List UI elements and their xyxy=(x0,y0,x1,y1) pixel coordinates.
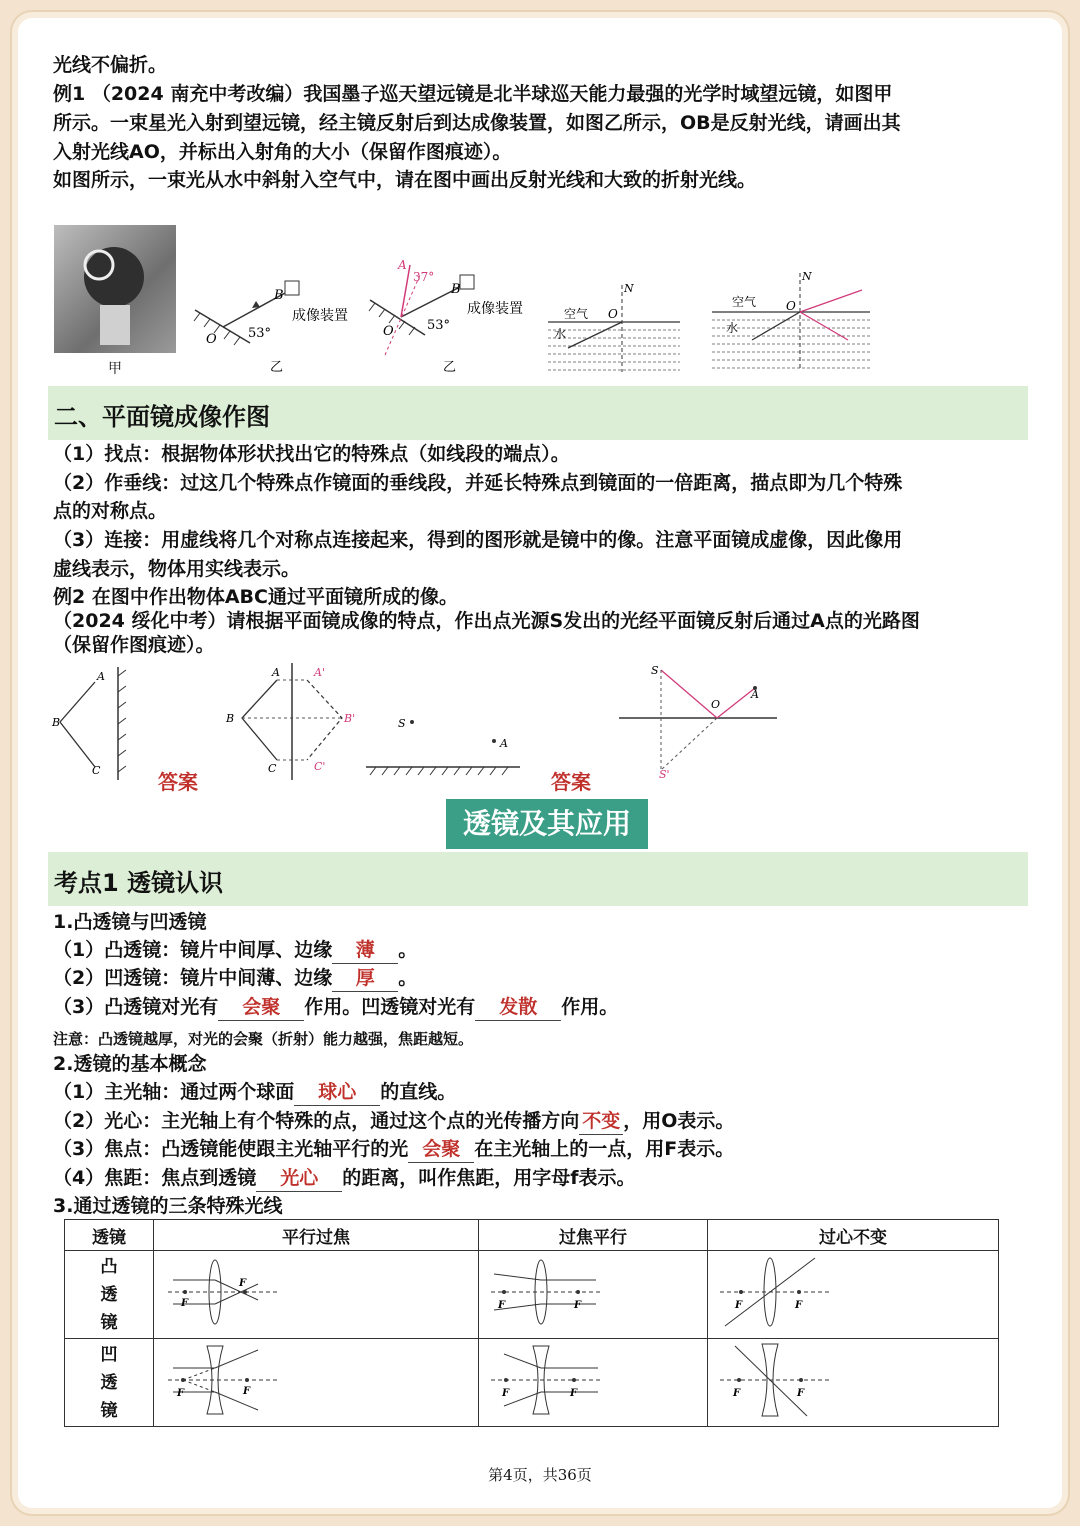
section-title: 考点1 透镜认识 xyxy=(54,869,224,897)
imaging-device-box xyxy=(460,275,474,289)
note: 注意：凸透镜越厚，对光的会聚（折射）能力越强，焦距越短。 xyxy=(53,1030,474,1048)
label-O: O xyxy=(786,299,796,313)
heading-2: 2.透镜的基本概念 xyxy=(53,1053,207,1075)
section-title: 二、平面镜成像作图 xyxy=(54,403,270,431)
section-header-plane-mirror xyxy=(48,386,1028,440)
diagram-point-source-answer xyxy=(615,660,785,785)
point-A xyxy=(492,739,496,743)
label-O: O xyxy=(608,307,618,321)
answer-blank: 薄 xyxy=(332,937,398,964)
device-label: 成像装置 xyxy=(292,308,348,324)
answer-blank: 不变 xyxy=(579,1108,623,1135)
fig-label-yi: 乙 xyxy=(443,360,457,375)
example1-line3: 入射光线AO，并标出入射角的大小（保留作图痕迹）。 xyxy=(53,141,512,163)
label-C-prime: C' xyxy=(314,760,326,773)
ray-diagram xyxy=(715,1252,835,1332)
step3a: （3）连接：用虚线将几个对称点连接起来，得到的图形就是镜中的像。注意平面镜成虚像，因此像用 xyxy=(53,529,903,551)
label-N: N xyxy=(802,270,812,283)
concept-axis: （1）主光轴：通过两个球面 球心 的直线。 xyxy=(53,1079,456,1106)
svg-text:F: F xyxy=(243,1386,251,1397)
concept-focus: （3）焦点：凸透镜能使跟主光轴平行的光 会聚 在主光轴上的一点，用F表示。 xyxy=(53,1136,734,1163)
page-footer: 第4页，共36页 xyxy=(488,1466,592,1484)
angle-37: 37° xyxy=(413,270,435,284)
label-N: N xyxy=(624,282,634,295)
cell-convex-parallel xyxy=(154,1251,479,1339)
label-B: B xyxy=(52,716,61,729)
svg-text:F: F xyxy=(498,1300,506,1311)
example1b-line: 如图所示，一束光从水中斜射入空气中，请在图中画出反射光线和大致的折射光线。 xyxy=(53,169,757,191)
label-S-prime: S' xyxy=(659,768,670,781)
header-lens: 透镜 xyxy=(65,1220,154,1251)
row-convex-label: 凸透镜 xyxy=(65,1251,154,1339)
label-O: O xyxy=(383,324,394,339)
water-label: 水 xyxy=(726,321,739,335)
diagram-yi-2 xyxy=(365,255,545,375)
label-B-prime: B' xyxy=(344,712,356,725)
diagram-point-source xyxy=(362,705,524,777)
diagram-yi-1 xyxy=(190,255,370,375)
image-abc xyxy=(307,680,342,760)
device-label: 成像装置 xyxy=(467,301,523,317)
answer-blank: 发散 xyxy=(475,994,561,1021)
fig-label-yi: 乙 xyxy=(270,360,284,375)
svg-text:F: F xyxy=(570,1388,578,1399)
label-O: O xyxy=(206,332,217,347)
ray-diagram xyxy=(486,1252,606,1332)
label-A: A xyxy=(398,258,407,272)
ray-diagram xyxy=(163,1340,283,1420)
example2b: （2024 绥化中考）请根据平面镜成像的特点，作出点光源S发出的光经平面镜反射后通过A点的光路图 xyxy=(53,610,920,632)
label-B: B xyxy=(226,712,235,725)
row-concave-label: 凹透镜 xyxy=(65,1339,154,1427)
step3b: 虚线表示，物体用实线表示。 xyxy=(53,558,301,580)
step2b: 点的对称点。 xyxy=(53,500,168,522)
text-line: 光线不偏折。 xyxy=(53,54,168,76)
label-A-prime: A' xyxy=(314,666,325,679)
step2a: （2）作垂线：过这几个特殊点作镜面的垂线段，并延长特殊点到镜面的一倍距离，描点即为几个特殊 xyxy=(53,472,903,494)
label-C: C xyxy=(92,764,101,777)
svg-text:F: F xyxy=(181,1298,189,1309)
cell-concave-parallel xyxy=(154,1339,479,1427)
label-A: A xyxy=(97,670,105,683)
chapter-title: 透镜及其应用 xyxy=(446,799,648,849)
label-O: O xyxy=(711,698,721,711)
label-S: S xyxy=(651,664,659,677)
object-abc xyxy=(60,682,95,767)
incident-ray xyxy=(661,670,717,718)
mirror-hatch xyxy=(194,313,240,345)
section-header-kp1 xyxy=(48,852,1028,906)
label-A: A xyxy=(272,666,280,679)
normal-line xyxy=(385,275,420,355)
label-B: B xyxy=(451,282,461,297)
cell-convex-focus xyxy=(479,1251,708,1339)
svg-text:F: F xyxy=(574,1300,582,1311)
line-concave: （2）凹透镜：镜片中间薄、边缘 厚 。 xyxy=(53,965,417,992)
example2c: （保留作图痕迹）。 xyxy=(53,634,215,656)
label-B: B xyxy=(274,288,284,303)
line-convex: （1）凸透镜：镜片中间厚、边缘 薄 。 xyxy=(53,937,417,964)
fig-label-jia: 甲 xyxy=(108,361,122,377)
ray-diagram xyxy=(486,1340,606,1420)
concept-focal-length: （4）焦距：焦点到透镜 光心 的距离，叫作焦距，用字母f表示。 xyxy=(53,1165,636,1192)
cell-concave-center xyxy=(708,1339,999,1427)
special-rays-table xyxy=(64,1219,999,1427)
incident-ray xyxy=(568,322,622,348)
line-effect: （3）凸透镜对光有 会聚 作用。凹透镜对光有 发散 作用。 xyxy=(53,994,618,1021)
diagram-abc-answer xyxy=(222,660,362,782)
mirror-surface xyxy=(195,310,250,343)
svg-text:F: F xyxy=(733,1388,741,1399)
mirror-hatch xyxy=(370,767,508,775)
mirror-surface xyxy=(370,300,425,335)
answer-label-1: 答案 xyxy=(158,770,198,794)
imaging-device-box xyxy=(285,281,299,295)
step1: （1）找点：根据物体形状找出它的特殊点（如线段的端点）。 xyxy=(53,443,570,465)
cell-concave-focus xyxy=(479,1339,708,1427)
example1-line2: 所示。一束星光入射到望远镜，经主镜反射后到达成像装置，如图乙所示，OB是反射光线，请画出其 xyxy=(53,112,901,134)
header-center: 过心不变 xyxy=(708,1220,999,1251)
example2: 例2 在图中作出物体ABC通过平面镜所成的像。 xyxy=(53,586,458,608)
water-lines xyxy=(548,330,680,370)
svg-text:F: F xyxy=(239,1278,247,1289)
mirror-hatch xyxy=(118,670,126,772)
label-A: A xyxy=(500,737,508,750)
label-A: A xyxy=(751,688,759,701)
concept-center: （2）光心：主光轴上有个特殊的点，通过这个点的光传播方向 不变 ，用O表示。 xyxy=(53,1108,734,1135)
example1-line1: 例1 （2024 南充中考改编）我国墨子巡天望远镜是北半球巡天能力最强的光学时域望远镜，如图甲 xyxy=(53,83,893,105)
diagram-abc-object xyxy=(50,662,140,784)
ray-diagram xyxy=(163,1252,283,1332)
heading-1: 1.凸透镜与凹透镜 xyxy=(53,911,207,933)
answer-blank: 会聚 xyxy=(218,994,304,1021)
ray-diagram xyxy=(715,1340,835,1420)
angle-53: 53° xyxy=(427,318,451,333)
answer-blank: 会聚 xyxy=(408,1136,474,1163)
svg-text:F: F xyxy=(502,1388,510,1399)
header-focus: 过焦平行 xyxy=(479,1220,708,1251)
point-S xyxy=(410,720,414,724)
diagram-water-air xyxy=(548,280,683,375)
label-C: C xyxy=(268,762,277,775)
answer-label-2: 答案 xyxy=(551,770,591,794)
header-parallel: 平行过焦 xyxy=(154,1220,479,1251)
svg-text:F: F xyxy=(795,1300,803,1311)
air-label: 空气 xyxy=(564,307,589,321)
telescope-drawing xyxy=(54,225,176,353)
reflected-ray xyxy=(717,688,755,718)
cell-convex-center xyxy=(708,1251,999,1339)
diagram-water-air-answer xyxy=(712,268,872,378)
object-abc xyxy=(242,680,277,760)
water-label: 水 xyxy=(554,327,567,341)
ray-arrow xyxy=(252,301,260,308)
svg-text:F: F xyxy=(797,1388,805,1399)
answer-blank: 球心 xyxy=(294,1079,380,1106)
air-label: 空气 xyxy=(732,295,757,309)
extension-line xyxy=(661,718,717,770)
angle-53: 53° xyxy=(248,326,272,341)
answer-blank: 光心 xyxy=(256,1165,342,1192)
telescope-photo xyxy=(54,225,176,353)
heading-3: 3.通过透镜的三条特殊光线 xyxy=(53,1195,283,1217)
answer-blank: 厚 xyxy=(332,965,398,992)
label-S: S xyxy=(398,717,406,730)
telescope-mount xyxy=(100,305,130,345)
refracted-ray xyxy=(800,290,862,312)
svg-text:F: F xyxy=(177,1388,185,1399)
svg-text:F: F xyxy=(735,1300,743,1311)
